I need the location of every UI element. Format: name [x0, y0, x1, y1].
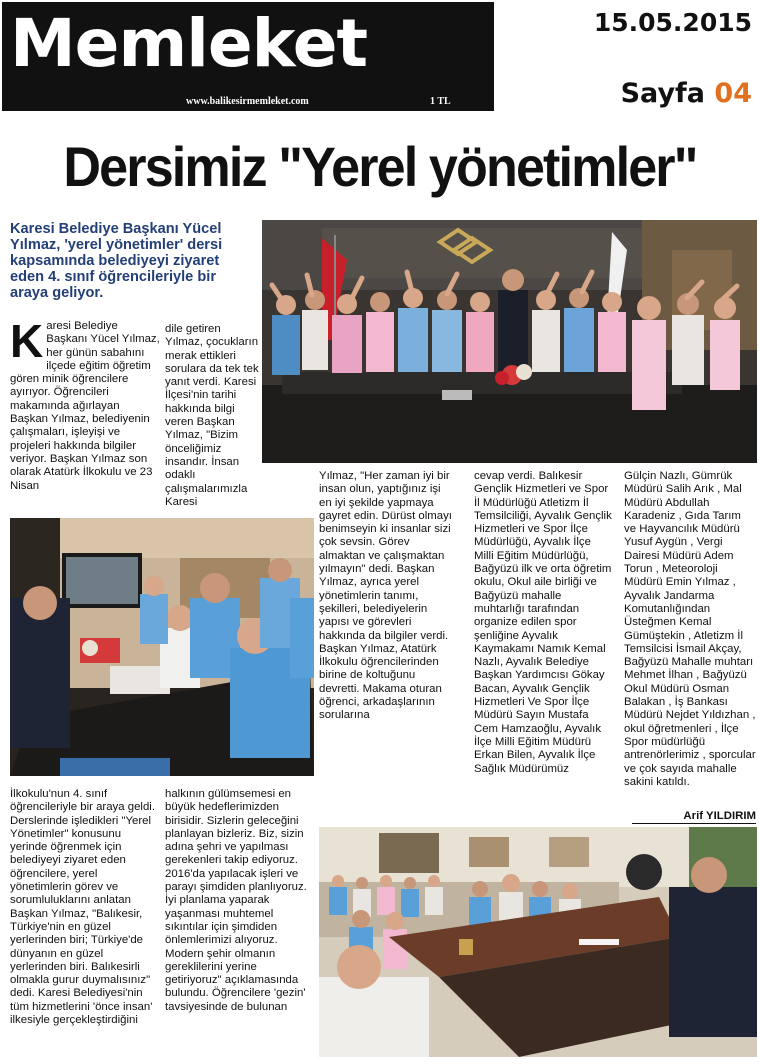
headline: Dersimiz "Yerel yönetimler"	[63, 135, 697, 198]
page-number-label	[600, 78, 752, 109]
photo-students-raising-hands-image	[262, 220, 757, 463]
page-label-text: Sayfa	[620, 78, 706, 109]
article-column-4: cevap verdi. Balıkesir Gençlik Hizmetleri ve Spor İl Müdürlüğü Atletizm İl Temsilciliği, Ayvalık Gençlik Hizmetleri ve Spor İlçe Müdürlüğü, Ayvalık İlçe Milli Eğitim Müdürlüğü, Bağyüzü ilk ve orta öğretim okulu, Okul aile birliği ve Bağyüzü mahalle muhtarlığı tarafından organize edilen spor şenliğine Ayvalık Kaymakamı Namık Kemal Nazlı, Ayvalık Belediye Başkan Yardımcısı Gökay Bacan, Ayvalık Gençlik Hizmetleri Ve Spor İlçe Müdürü Sayın Mustafa Cem Hamzaoğlu, Ayvalık İlçe Milli Eğitim Müdürü Erkan Bilen, Ayvalık İlçe Sağlık Müdürümüz	[474, 470, 612, 775]
article-column-5: Gülçin Nazlı, Gümrük Müdürü Salih Arık , Mal Müdürü Abdullah Karadeniz , Gıda Tarım ve Hayvancılık Müdürü Yusuf Aygün , Vergi Dairesi Müdürü Adem Torun , Meteoroloji Müdürü Emin Yılmaz , Ayvalık Jandarma Komutanlığından Üsteğmen Kemal Gümüştekin , Atletizm İl Temsilcisi İsmail Akçay, Bağyüzü Mahalle muhtarı Mehmet İlhan , Bağyüzü Okul Müdürü Osman Balakan , İş Bankası Müdürü Nejdet Yıldızhan , okul öğretmenleri , İlçe Spor müdürlüğü antrenörlerimiz , sporcular ve çok sayıda mahalle sakini katıldı.	[624, 470, 756, 788]
photo-mayor-with-students	[10, 518, 314, 776]
page-number: 04	[714, 78, 752, 109]
photo-students-raising-hands	[262, 220, 757, 463]
photo-students-in-office-image	[319, 827, 757, 1057]
lead-paragraph: Karesi Belediye Başkanı Yücel Yılmaz, 'yerel yönetimler' dersi kapsamında belediyeyi ziyaret eden 4. sınıf öğrencileriyle bir araya geliyor.	[10, 221, 223, 301]
article-column-2: dile getiren Yılmaz, çocukların merak ettikleri sorulara da tek tek yanıt verdi. Karesi İlçesi'nin tarihi hakkında bilgi veren Başkan Yılmaz, "Bizim önceliğimiz insandır. İnsan odaklı çalışmalarımızla Karesi	[165, 323, 259, 508]
photo-students-in-office	[319, 827, 757, 1057]
drop-cap: K	[10, 315, 44, 367]
article-column-3: Yılmaz, "Her zaman iyi bir insan olun, yaptığınız işi en iyi şekilde yapmaya gayret edin. Dürüst olmayı benimseyin ki insanlar sizi çok sevsin. Görev almaktan ve çalışmaktan yılmayın" dedi. Başkan Yılmaz, ayrıca yerel yönetimlerin tanımı, şekilleri, belediyelerin yapısı ve görevleri hakkında da bilgiler verdi. Başkan Yılmaz, Atatürk İlkokulu öğrencilerinden birine de koltuğunu devretti. Makama oturan öğrenci, arkadaşlarının sorularına	[319, 470, 452, 722]
issue-date: 15.05.2015	[593, 8, 752, 37]
photo-mayor-with-students-image	[10, 518, 314, 776]
author-byline: Arif YILDIRIM	[632, 810, 756, 824]
website-url: www.balikesirmemleket.com	[186, 96, 309, 107]
newspaper-logo: Memleket	[10, 5, 368, 82]
article-column-7: halkının gülümsemesi en büyük hedeflerimizden birisidir. Sizlerin geleceğini planlayan bizleriz. Biz, sizin adına şehri ve yapılması gerekenleri takip ediyoruz. 2016'da yapılacak işleri ve parayı şimdiden planlıyoruz. İyi planlama yaparak yaşanması muhtemel sıkıntılar için şimdiden önlemlerimizi alıyoruz. Modern şehir olmanın gereklilerini yerine getiriyoruz" açıklamasında bulundu. Öğrencilere 'gezin' tavsiyesinde de bulunan	[165, 788, 307, 1013]
price-label: 1 TL	[430, 96, 451, 107]
article-column-1	[10, 315, 160, 493]
column-1-text: aresi Belediye Başkanı Yücel Yılmaz, her günün sabahını ilçede eğitim öğretim gören minik öğrencilere ayırıyor. Öğrencileri makamında ağırlayan Başkan Yılmaz, belediyenin çalışmaları, işleyişi ve projeleri hakkında bilgiler veriyor. Başkan Yılmaz son olarak Atatürk İlkokulu ve 23 Nisan	[10, 320, 160, 492]
article-column-6: İlkokulu'nun 4. sınıf öğrencileriyle bir araya geldi. Derslerinde işledikleri "Yerel Yönetimler" konusunu yerinde öğrenmek için belediyeyi ziyaret eden öğrencilere, yerel yönetimlerin görev ve sorumluluklarını anlatan Başkan Yılmaz, "Balıkesir, Türkiye'nin en güzel yerlerinden biri; Türkiye'de dünyanın en güzel yerlerinden biri. Balıkesirli olmakla gurur duymalısınız" dedi. Karesi Belediyesi'nin tüm hizmetlerini 'önce insan' ilkesiyle gerçekleştirdiğini	[10, 788, 155, 1027]
